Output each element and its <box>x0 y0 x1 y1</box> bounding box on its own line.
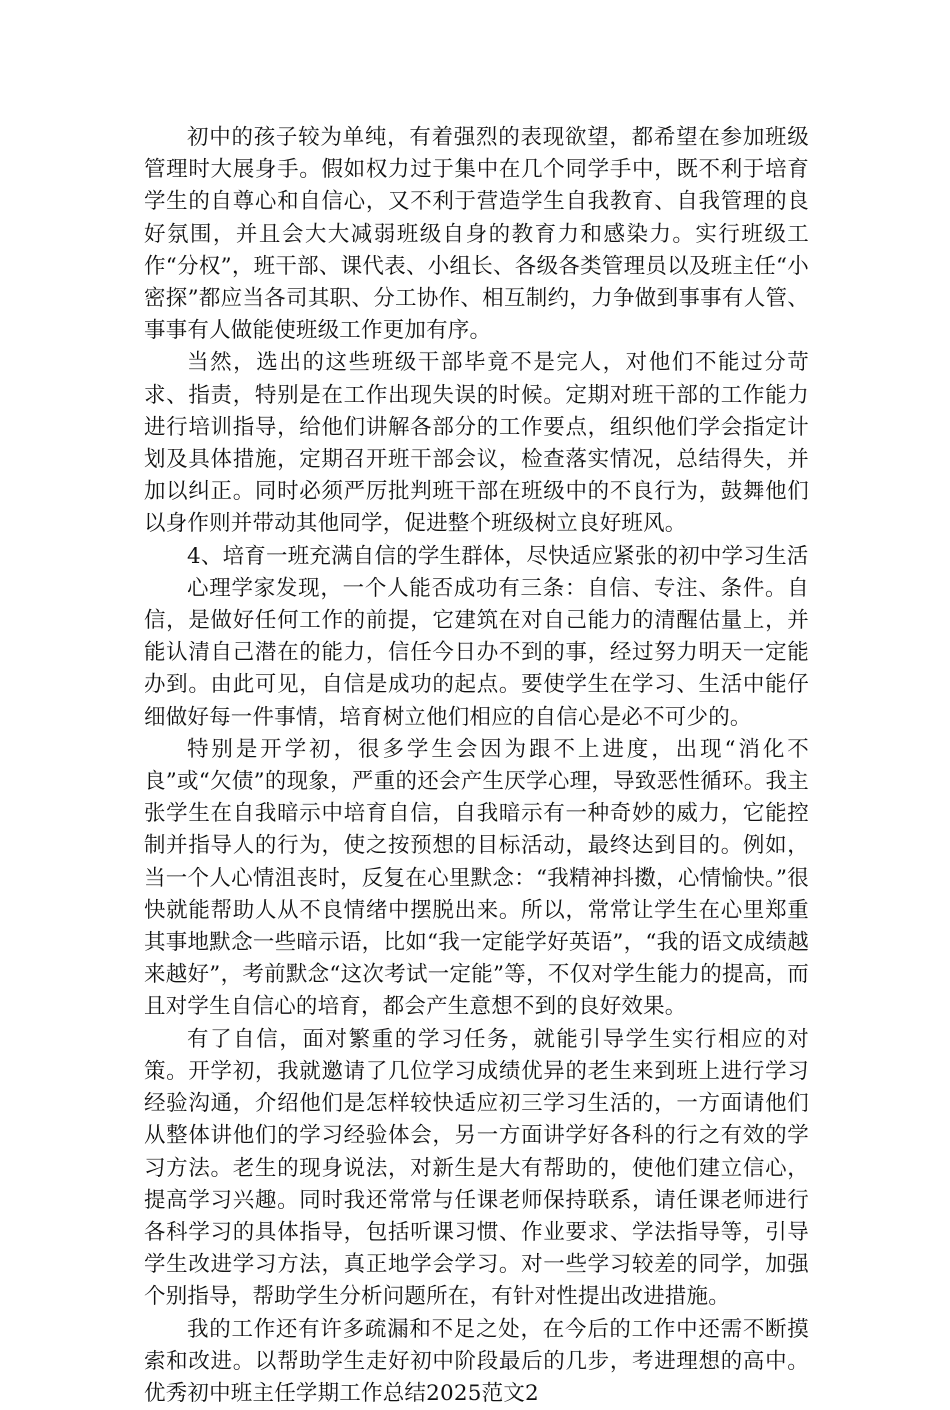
paragraph-study-methods: 有了自信，面对繁重的学习任务，就能引导学生实行相应的对策。开学初，我就邀请了几位学习成绩优异的老生来到班上进行学习经验沟通，介绍他们是怎样较快适应初三学习生活的，一方面请他们从整体讲他们的学习经验体会，另一方面讲学好各科的行之有效的学习方法。老生的现身说法，对新生是大有帮助的，使他们建立信心，提高学习兴趣。同时我还常常与任课老师保持联系，请任课老师进行各科学习的具体指导，包括听课习惯、作业要求、学法指导等，引导学生改进学习方法，真正地学会学习。对一些学习较差的同学，加强个别指导，帮助学生分析问题所在，有针对性提出改进措施。 <box>144 1026 809 1310</box>
document-page <box>144 122 809 1410</box>
section-heading-confidence: 4、培育一班充满自信的学生群体，尽快适应紧张的初中学习生活 <box>187 543 809 569</box>
paragraph-conclusion: 我的工作还有许多疏漏和不足之处，在今后的工作中还需不断摸索和改进。以帮助学生走好初中阶段最后的几步，考进理想的高中。优秀初中班主任学期工作总结2025范文2 <box>144 1316 809 1406</box>
paragraph-class-management: 初中的孩子较为单纯，有着强烈的表现欲望，都希望在参加班级管理时大展身手。假如权力过于集中在几个同学手中，既不利于培育学生的自尊心和自信心，又不利于营造学生自我教育、自我管理的良好氛围，并且会大大减弱班级自身的教育力和感染力。实行班级工作“分权”，班干部、课代表、小组长、各级各类管理员以及班主任“小密探”都应当各司其职、分工协作、相互制约，力争做到事事有人管、事事有人做能使班级工作更加有序。 <box>144 125 809 344</box>
paragraph-self-suggestion: 特别是开学初，很多学生会因为跟不上进度，出现“消化不良”或“欠债”的现象，严重的还会产生厌学心理，导致恶性循环。我主张学生在自我暗示中培育自信，自我暗示有一种奇妙的威力，它能控制并指导人的行为，使之按预想的目标活动，最终达到目的。例如，当一个人心情沮丧时，反复在心里默念：“我精神抖擞，心情愉快。”很快就能帮助人从不良情绪中摆脱出来。所以，常常让学生在心里郑重其事地默念一些暗示语，比如“我一定能学好英语”，“我的语文成绩越来越好”，考前默念“这次考试一定能”等，不仅对学生能力的提高，而且对学生自信心的培育，都会产生意想不到的良好效果。 <box>144 736 809 1020</box>
paragraph-class-cadres: 当然，选出的这些班级干部毕竟不是完人，对他们不能过分苛求、指责，特别是在工作出现失误的时候。定期对班干部的工作能力进行培训指导，给他们讲解各部分的工作要点，组织他们学会指定计划及具体措施，定期召开班干部会议，检查落实情况，总结得失，并加以纠正。同时必须严厉批判班干部在班级中的不良行为，鼓舞他们以身作则并带动其他同学，促进整个班级树立良好班风。 <box>144 350 809 537</box>
paragraph-psychology: 心理学家发现，一个人能否成功有三条：自信、专注、条件。自信，是做好任何工作的前提，它建筑在对自己能力的清醒估量上，并能认清自己潜在的能力，信任今日办不到的事，经过努力明天一定能办到。由此可见，自信是成功的起点。要使学生在学习、生活中能仔细做好每一件事情，培育树立他们相应的自信心是必不可少的。 <box>144 575 809 730</box>
